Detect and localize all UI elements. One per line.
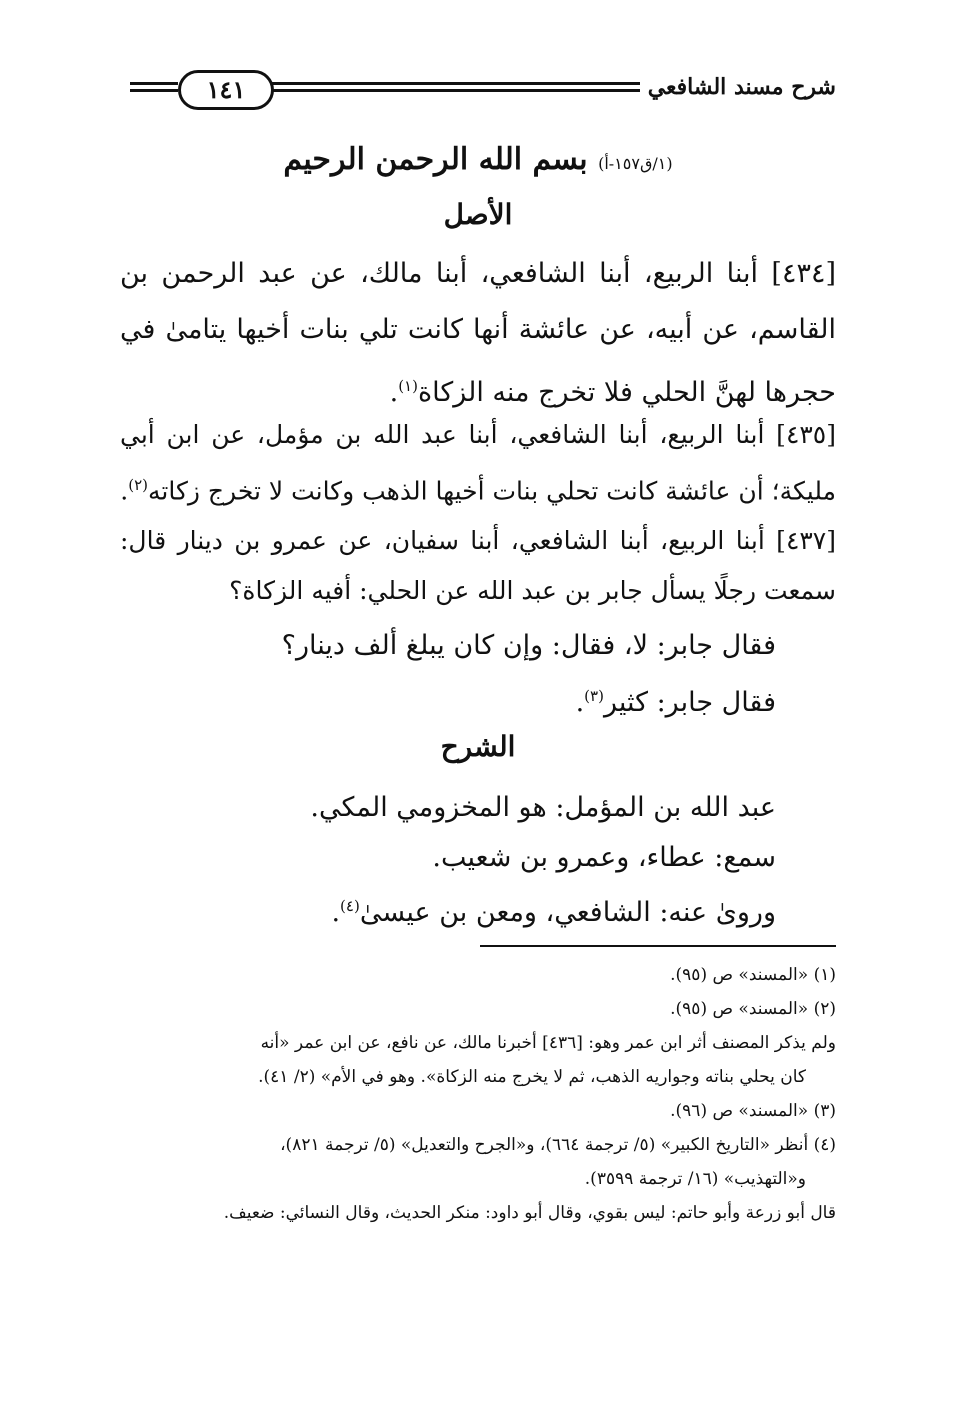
hadith-437-text: [٤٣٧] أبنا الربيع، أبنا الشافعي، أبنا سفيان، عن عمرو بن دينار قال: سمعت رجلًا يسأل جابر بن عبد الله عن الحلي: أفيه الزكاة؟ (120, 526, 836, 605)
footnote-4-c: قال أبو زرعة وأبو حاتم: ليس بقوي، وقال أبو داود: منكر الحديث، وقال النسائي: ضعيف. (223, 1203, 836, 1223)
basmala: بسم الله الرحمن الرحيم (283, 142, 588, 177)
hadith-437-line4: فقال جابر: كثير$^{(٣)}$. (575, 687, 776, 718)
basmala-line (0, 142, 956, 177)
footnote-mark-3: (٣) (584, 687, 604, 705)
hadith-435: [٤٣٥] أبنا الربيع، أبنا الشافعي، أبنا عبد الله بن مؤمل، عن ابن أبي مليكة؛ أن عائشة كانت تحلي بنات أخيها الذهب وكانت لا تخرج زكاته$^{(٢)}$. (120, 420, 836, 506)
hadith-437-line4-text: فقال جابر: كثير (603, 687, 776, 718)
footnote-mark-4: (٤) (340, 897, 360, 915)
footnote-mark-2: (٢) (128, 476, 148, 494)
sharh-line-3-text: وروىٰ عنه: الشافعي، ومعن بن عيسىٰ (359, 897, 776, 928)
section-heading-sharh: الشرح (440, 730, 516, 763)
footnote-mark-1: (١) (398, 377, 418, 395)
hadith-437 (120, 516, 836, 616)
hadith-437-line3: فقال جابر: لا، فقال: وإن كان يبلغ ألف دينار؟ (281, 630, 776, 661)
running-header (130, 70, 836, 110)
page-number: ١٤١ (178, 70, 274, 110)
book-title: شرح مسند الشافعي (647, 74, 836, 100)
manuscript-reference: (١/ق١٥٧-أ) (598, 154, 673, 173)
header-rule-left (130, 82, 178, 92)
header-rule (220, 82, 640, 92)
footnote-4-a: (٤) أنظر «التاريخ الكبير» (٥/ ترجمة ٦٦٤)، و«الجرح والتعديل» (٥/ ترجمة ٨٢١)، (280, 1135, 836, 1155)
sharh-line-2: سمع: عطاء، وعمرو بن شعيب. (432, 842, 776, 873)
footnote-1: (١) «المسند» ص (٩٥). (670, 965, 836, 985)
hadith-435-text: [٤٣٥] أبنا الربيع، أبنا الشافعي، أبنا عبد الله بن مؤمل، عن ابن أبي مليكة؛ أن عائشة كانت تحلي بنات أخيها الذهب وكانت لا تخرج زكاته (120, 420, 836, 506)
footnote-4-b: و«التهذيب» (١٦/ ترجمة ٣٥٩٩). (584, 1169, 806, 1189)
hadith-434: [٤٣٤] أبنا الربيع، أبنا الشافعي، أبنا مالك، عن عبد الرحمن بن القاسم، عن أبيه، عن عائشة أنها كانت تلي بنات أخيها يتامىٰ في حجرها لهنَّ الحلي فلا تخرج منه الزكاة$^{(١)}$. (120, 258, 836, 408)
footnote-2-note-b: كان يحلي بناته وجواريه الذهب، ثم لا يخرج منه الزكاة». وهو في الأم» (٢/ ٤١). (258, 1067, 806, 1087)
sharh-line-1: عبد الله بن المؤمل: هو المخزومي المكي. (310, 792, 776, 823)
footnote-2-note-a: ولم يذكر المصنف أثر ابن عمر وهو: [٤٣٦] أخبرنا مالك، عن نافع، عن ابن عمر «أنه (260, 1033, 836, 1053)
footnote-separator (480, 945, 836, 947)
footnote-3: (٣) «المسند» ص (٩٦). (670, 1101, 836, 1121)
section-heading-asl: الأصل (443, 198, 513, 231)
footnotes (120, 958, 836, 1230)
footnote-2: (٢) «المسند» ص (٩٥). (670, 999, 836, 1019)
sharh-line-3: وروىٰ عنه: الشافعي، ومعن بن عيسىٰ$^{(٤)}$. (331, 897, 776, 928)
hadith-434-text: [٤٣٤] أبنا الربيع، أبنا الشافعي، أبنا مالك، عن عبد الرحمن بن القاسم، عن أبيه، عن عائشة أنها كانت تلي بنات أخيها يتامىٰ في حجرها لهنَّ الحلي فلا تخرج منه الزكاة (120, 258, 836, 408)
